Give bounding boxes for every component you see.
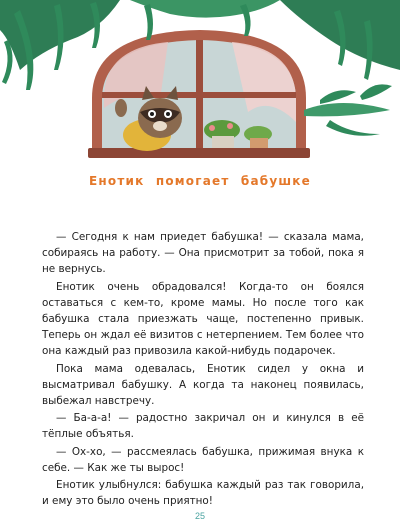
paragraph: — Сегодня к нам приедет бабушка! — сказала мама, собираясь на работу. — Она присмотрит за тобой, пока я не вернусь.	[42, 231, 364, 276]
chapter-title: Енотик помогает бабушке	[89, 174, 311, 188]
paragraph: Енотик очень обрадовался! Когда-то он боялся оставаться с кем-то, кроме мамы. Но после того как бабушка стала приезжать чаще, постепенно привык. Теперь он ждал её визитов с нетерпением. Тем более что она каждый раз привозила какой-нибудь подарочек.	[42, 280, 364, 358]
paragraph: — Ба-а-а! — радостно закричал он и кинулся в её тёплые объятья.	[42, 412, 364, 441]
window-illustration	[0, 0, 400, 170]
paragraph: Пока мама одевалась, Енотик сидел у окна и высматривал бабушку. А когда та наконец появилась, выбежал навстречу.	[42, 362, 364, 408]
story-text	[42, 229, 364, 510]
paragraph: — Ох-хо, — рассмеялась бабушка, прижимая внука к себе. — Как же ты вырос!	[42, 445, 364, 474]
paragraph: Енотик улыбнулся: бабушка каждый раз так говорила, и ему это было очень приятно!	[42, 479, 364, 508]
page-number: 25	[194, 511, 205, 521]
